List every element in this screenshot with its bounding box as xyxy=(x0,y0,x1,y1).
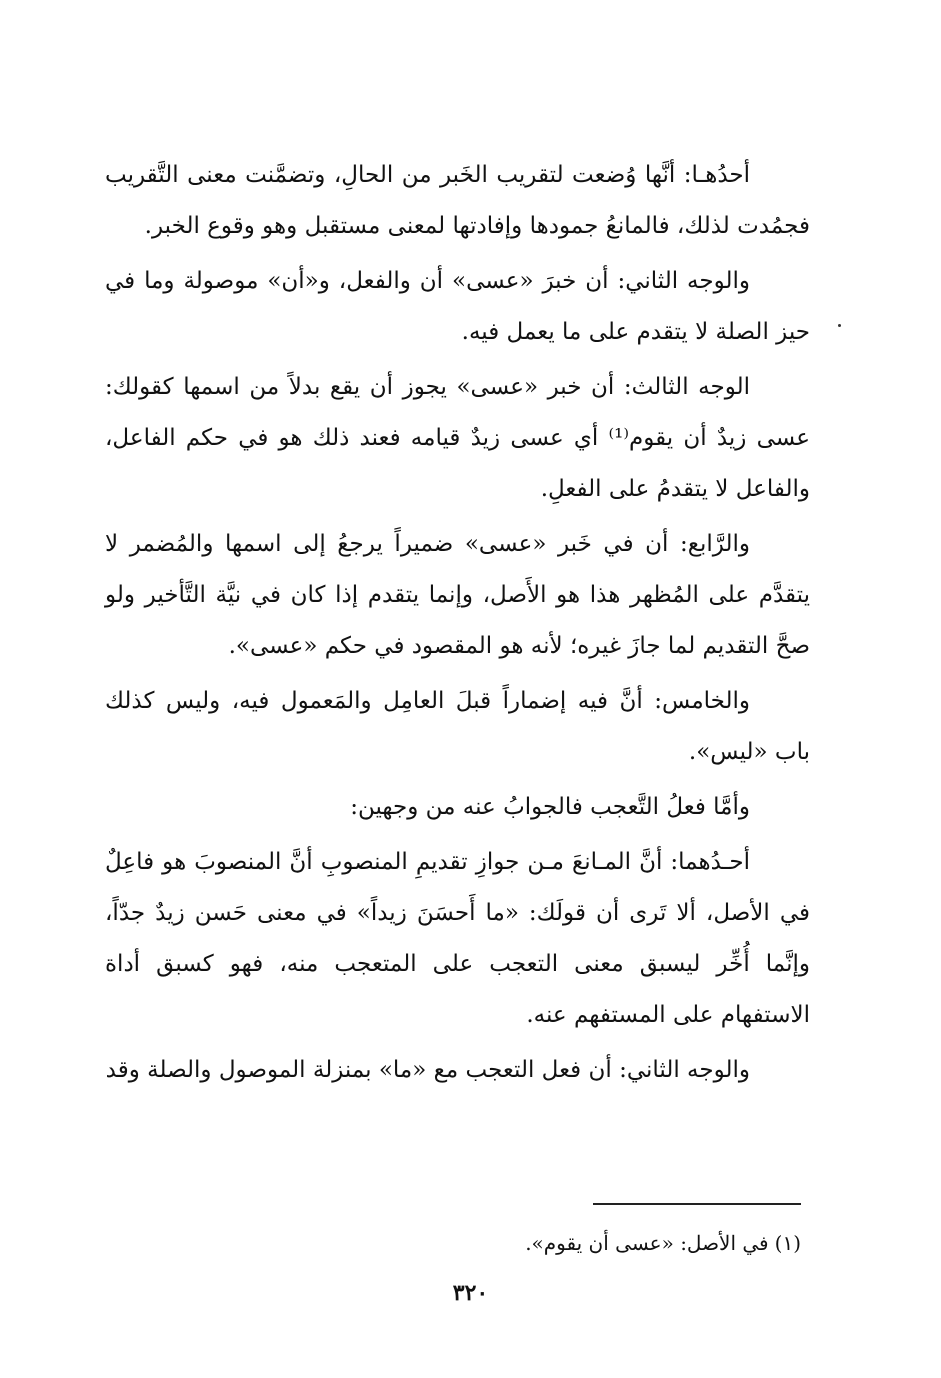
footnote-number: (١) xyxy=(774,1231,801,1255)
paragraph-6: وأمَّا فعلُ التَّعجب فالجوابُ عنه من وجهين: xyxy=(350,794,750,820)
page-number: ٣٢٠ xyxy=(452,1280,489,1306)
paragraph-3: الوجه الثالث: أن خبر «عسى» يجوز أن يقع بدلاً من اسمها كقولك: عسى زيدٌ أن يقوم⁽¹⁾ أي عسى زيدٌ قيامه فعند ذلك هو في حكم الفاعل، والفاعل لا يتقدمُ على الفعلِ. xyxy=(105,374,811,502)
margin-mark xyxy=(838,324,841,327)
paragraph-1: أحدُهـا: أنَّها وُضعت لتقريب الخَبر من الحالِ، وتضمَّنت معنى التَّقريب فجمُدت لذلك، فالمانعُ جمودها وإفادتها لمعنى مستقبل وهو وقوع الخبر. xyxy=(105,162,810,239)
paragraph-7: أحـدُهما: أنَّ المـانعَ مـن جوازِ تقديمِ المنصوبِ أنَّ المنصوبَ هو فاعِلٌ في الأصل، ألا تَرى أن قولَك: «ما أَحسَنَ زيداً» في معنى حَسن زيدٌ جدّاً، وإنَّما أُخِّر ليسبق معنى التعجب على المتعجب منه، فهو كسبق أداة الاستفهام على المستفهم عنه. xyxy=(105,849,810,1028)
paragraph-8: والوجه الثاني: أن فعل التعجب مع «ما» بمنزلة الموصول والصلة وقد xyxy=(105,1057,750,1083)
footnote-text: في الأصل: «عسى أن يقوم». xyxy=(525,1231,769,1255)
paragraph-2: والوجه الثاني: أن خبرَ «عسى» أن والفعل، و«أن» موصولة وما في حيز الصلة لا يتقدم على ما يعمل فيه. xyxy=(105,268,810,345)
main-text xyxy=(105,150,810,1100)
footnote xyxy=(525,1226,801,1260)
footnote-separator xyxy=(593,1203,801,1205)
paragraph-4: والرَّابع: أن في خَبر «عسى» ضميراً يرجعُ إلى اسمها والمُضمر لا يتقدَّم على المُظهر هذا هو الأَصل، وإنما يتقدم إذا كان في نيَّة التَّأخير ولو صحَّ التقديم لما جازَ غيره؛ لأنه هو المقصود في حكم «عسى». xyxy=(105,531,810,659)
paragraph-5: والخامس: أنَّ فيه إضماراً قبلَ العامِل والمَعمول فيه، وليس كذلك باب «ليس». xyxy=(105,688,810,765)
